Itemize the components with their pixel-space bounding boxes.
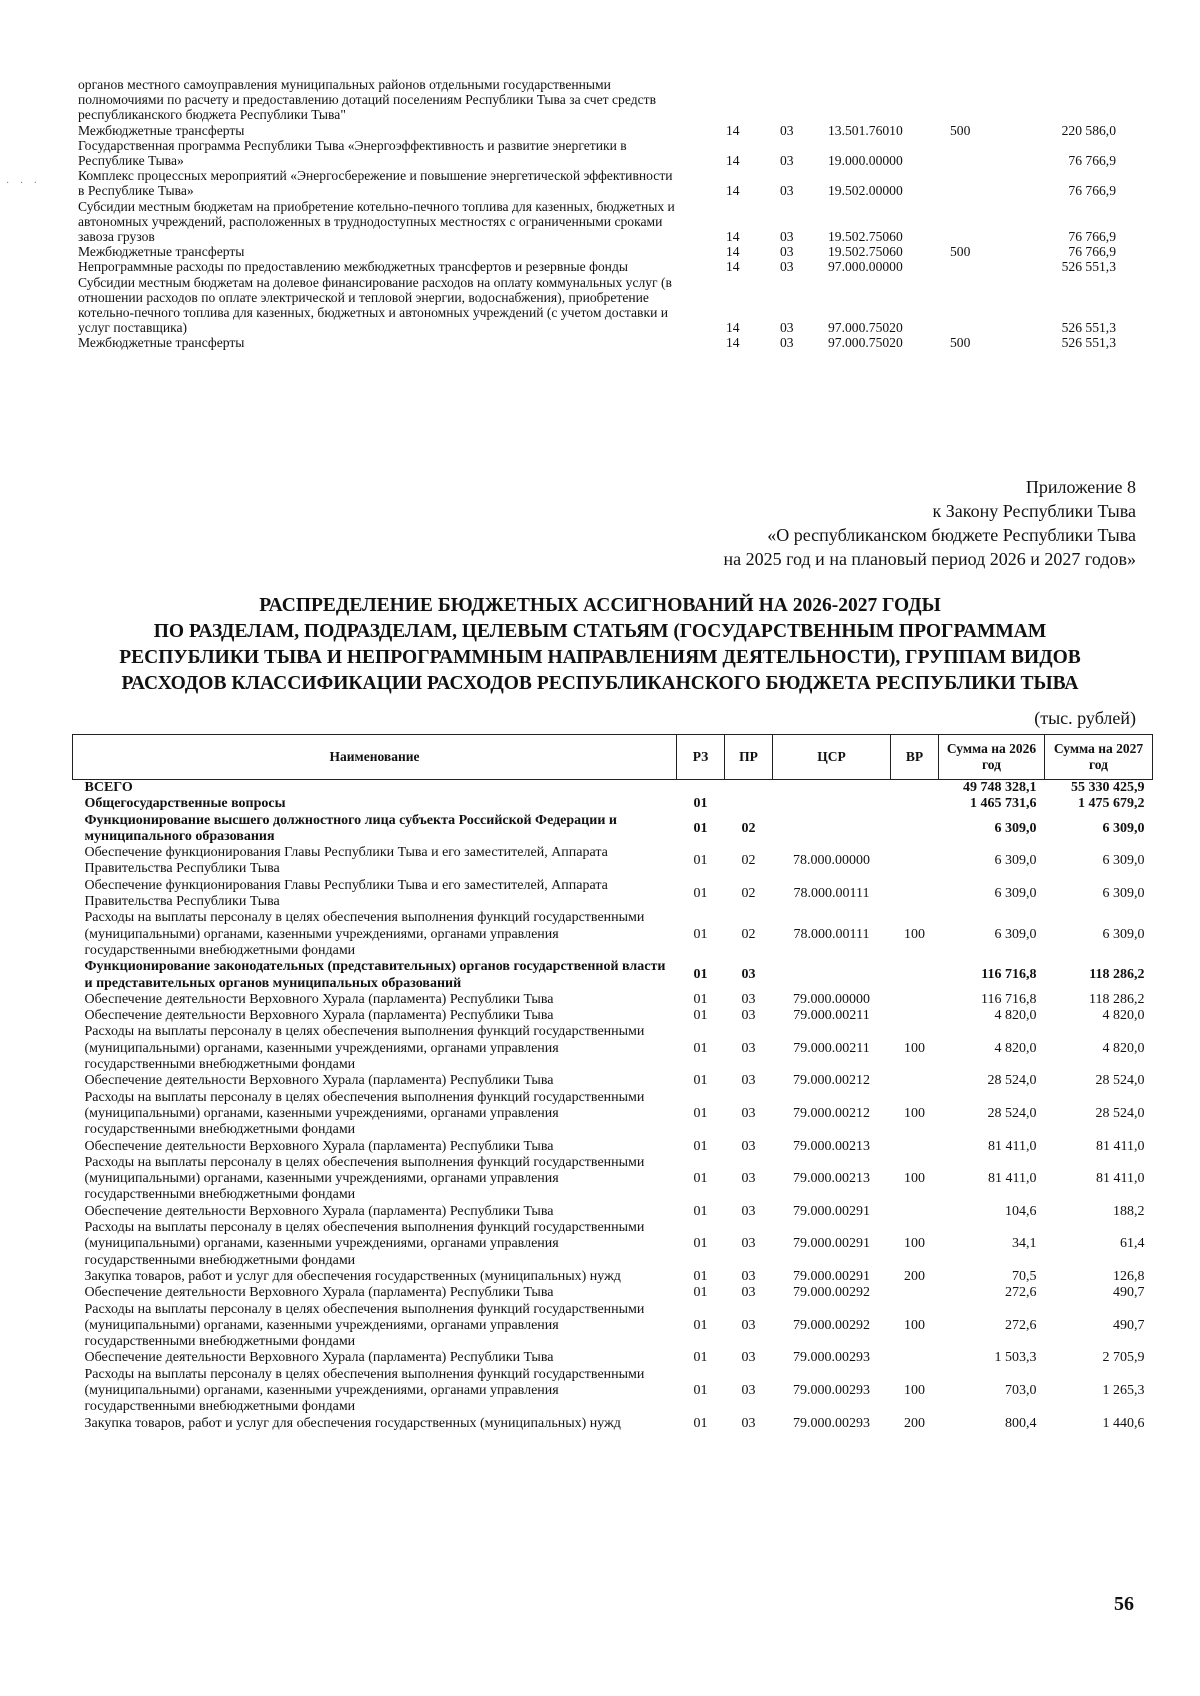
row-name: Обеспечение деятельности Верховного Хурала (парламента) Республики Тыва	[84, 1073, 554, 1089]
row-vr: 500	[950, 122, 971, 138]
row-name: ВСЕГО	[84, 780, 133, 795]
row-csr: 78.000.00111	[793, 926, 870, 942]
row-name: Обеспечение деятельности Верховного Хурала (парламента) Республики Тыва	[84, 1138, 554, 1154]
row-sum-2026: 81 411,0	[988, 1138, 1037, 1154]
row-sum-2027: 490,7	[1113, 1285, 1145, 1301]
row-sum-2027: 490,7	[1113, 1317, 1145, 1333]
row-sum-2026: 1 465 731,6	[970, 796, 1037, 812]
units-label: (тыс. рублей)	[1034, 708, 1136, 728]
appendix-note	[576, 475, 1136, 571]
table-row	[73, 1350, 1153, 1366]
scan-artifact: · · ·	[6, 178, 41, 189]
row-rz: 01	[693, 991, 708, 1007]
row-sum-2027: 4 820,0	[1102, 1008, 1145, 1024]
row-pr: 03	[780, 320, 794, 336]
row-sum-2027: 118 286,2	[1089, 967, 1145, 983]
row-vr	[891, 845, 939, 878]
row-rz: 14	[726, 320, 740, 336]
continuation-row	[78, 199, 1118, 245]
row-vr	[948, 259, 1008, 274]
row-vr	[891, 1204, 939, 1220]
title-line-3: РЕСПУБЛИКИ ТЫВА И НЕПРОГРАММНЫМ НАПРАВЛЕНИЯМ ДЕЯТЕЛЬНОСТИ), ГРУППАМ ВИДОВ	[119, 647, 1081, 668]
row-rz: 01	[693, 1350, 708, 1366]
row-rz: 01	[693, 1317, 708, 1333]
row-rz: 14	[726, 183, 740, 199]
row-csr: 79.000.00291	[793, 1268, 870, 1284]
header-vr: ВР	[891, 735, 939, 780]
row-vr	[891, 1285, 939, 1301]
row-vr: 100	[904, 1105, 925, 1121]
row-csr: 79.000.00211	[793, 1040, 870, 1056]
row-pr: 03	[780, 153, 794, 169]
row-sum-2027: 81 411,0	[1096, 1138, 1145, 1154]
row-name: Закупка товаров, работ и услуг для обеспечения государственных (муниципальных) нужд	[84, 1268, 621, 1284]
row-sum-2026: 28 524,0	[987, 1073, 1037, 1089]
row-csr: 79.000.00293	[793, 1415, 870, 1431]
row-sum-2027: 1 265,3	[1102, 1382, 1145, 1398]
row-pr: 03	[741, 1350, 756, 1366]
row-sum-2027: 6 309,0	[1102, 885, 1145, 901]
table-row	[73, 878, 1153, 911]
row-csr: 78.000.00000	[793, 853, 870, 869]
row-sum-2027: 81 411,0	[1096, 1171, 1145, 1187]
row-pr: 02	[741, 853, 756, 869]
row-name: Обеспечение деятельности Верховного Хурала (парламента) Республики Тыва	[84, 1203, 554, 1219]
row-csr: 78.000.00111	[793, 885, 870, 901]
row-vr	[891, 1008, 939, 1024]
row-rz: 14	[726, 122, 740, 138]
row-pr: 03	[780, 259, 794, 275]
row-rz: 01	[693, 1415, 708, 1431]
row-sum-2027: 6 309,0	[1102, 853, 1145, 869]
continuation-row	[78, 138, 1118, 168]
row-vr	[891, 1139, 939, 1155]
title-line-4: РАСХОДОВ КЛАССИФИКАЦИИ РАСХОДОВ РЕСПУБЛИКАНСКОГО БЮДЖЕТА РЕСПУБЛИКИ ТЫВА	[121, 673, 1079, 694]
row-sum: 76 766,9	[1068, 183, 1116, 199]
row-name: Непрограммные расходы по предоставлению межбюджетных трансфертов и резервные фонды	[78, 259, 629, 275]
table-row	[73, 1090, 1153, 1139]
header-sum-2026: Сумма на 2026 год	[939, 735, 1045, 780]
row-csr: 97.000.75020	[828, 335, 903, 351]
row-sum-2027: 4 820,0	[1102, 1040, 1145, 1056]
row-vr: 200	[904, 1415, 925, 1431]
row-rz: 01	[693, 1138, 708, 1154]
row-vr: 200	[904, 1268, 925, 1284]
row-sum: 76 766,9	[1068, 153, 1116, 169]
row-name: Обеспечение деятельности Верховного Хурала (парламента) Республики Тыва	[84, 1350, 554, 1366]
row-name: Расходы на выплаты персоналу в целях обеспечения выполнения функций государственными (муниципальными) органами, казенными учреждениями, органами управления государственными внебюджетными фондами	[84, 1301, 645, 1350]
row-rz: 14	[726, 335, 740, 351]
row-rz: 01	[693, 1236, 708, 1252]
row-csr: 97.000.00000	[828, 259, 903, 275]
table-row	[73, 1269, 1153, 1285]
row-vr	[948, 168, 1008, 198]
row-csr: 13.501.76010	[828, 122, 903, 138]
title-line-1: РАСПРЕДЕЛЕНИЕ БЮДЖЕТНЫХ АССИГНОВАНИЙ НА 2026-2027 ГОДЫ	[259, 595, 941, 616]
row-pr: 03	[741, 1203, 756, 1219]
row-vr	[891, 780, 939, 797]
row-csr: 79.000.00213	[793, 1138, 870, 1154]
budget-table-header	[73, 735, 1153, 780]
row-pr: 03	[741, 967, 756, 983]
row-pr: 03	[741, 1008, 756, 1024]
row-rz: 01	[693, 1008, 708, 1024]
header-name: Наименование	[73, 735, 677, 780]
row-sum-2027: 188,2	[1113, 1203, 1145, 1219]
row-pr: 03	[780, 229, 794, 245]
row-sum-2027: 1 440,6	[1102, 1415, 1145, 1431]
row-rz	[677, 780, 725, 797]
continuation-table-body	[78, 77, 1118, 351]
row-sum: 526 551,3	[1061, 259, 1116, 275]
row-name: Межбюджетные трансферты	[78, 335, 245, 351]
row-csr: 79.000.00292	[793, 1317, 870, 1333]
table-row	[73, 845, 1153, 878]
continuation-row	[78, 123, 1118, 138]
row-sum-2027: 6 309,0	[1102, 820, 1145, 836]
row-pr: 03	[741, 1171, 756, 1187]
row-vr: 500	[950, 335, 971, 351]
row-sum-2027: 28 524,0	[1095, 1073, 1145, 1089]
row-name: Закупка товаров, работ и услуг для обеспечения государственных (муниципальных) нужд	[84, 1415, 621, 1431]
row-sum: 76 766,9	[1068, 229, 1116, 245]
table-row	[73, 1204, 1153, 1220]
row-csr: 79.000.00291	[793, 1203, 870, 1219]
row-pr: 03	[741, 1138, 756, 1154]
row-pr: 03	[741, 1317, 756, 1333]
row-name: Обеспечение деятельности Верховного Хурала (парламента) Республики Тыва	[84, 1008, 554, 1024]
row-sum-2026: 272,6	[1005, 1285, 1037, 1301]
row-sum-2027: 126,8	[1113, 1268, 1145, 1284]
row-pr: 03	[741, 1236, 756, 1252]
table-row	[73, 910, 1153, 959]
row-name: Обеспечение деятельности Верховного Хурала (парламента) Республики Тыва	[84, 1285, 554, 1301]
row-name: Расходы на выплаты персоналу в целях обеспечения выполнения функций государственными (муниципальными) органами, казенными учреждениями, органами управления государственными внебюджетными фондами	[84, 1089, 645, 1138]
table-row	[73, 1073, 1153, 1089]
row-pr: 03	[741, 1105, 756, 1121]
row-csr: 79.000.00293	[793, 1350, 870, 1366]
row-sum: 526 551,3	[1061, 335, 1116, 351]
continuation-row	[78, 335, 1118, 350]
row-sum-2026: 4 820,0	[994, 1040, 1037, 1056]
row-sum-2026: 81 411,0	[988, 1171, 1037, 1187]
row-vr	[948, 138, 1008, 168]
row-csr: 19.502.75060	[828, 244, 903, 260]
row-pr: 02	[741, 926, 756, 942]
table-row	[73, 1024, 1153, 1073]
row-csr: 79.000.00213	[793, 1171, 870, 1187]
row-sum-2027: 6 309,0	[1102, 926, 1145, 942]
row-rz: 01	[693, 853, 708, 869]
table-row	[73, 1155, 1153, 1204]
row-csr: 79.000.00211	[793, 1008, 870, 1024]
row-sum-2026: 1 503,3	[994, 1350, 1037, 1366]
row-name: Функционирование высшего должностного лица субъекта Российской Федерации и муниципального образования	[84, 812, 617, 844]
row-name: Расходы на выплаты персоналу в целях обеспечения выполнения функций государственными (муниципальными) органами, казенными учреждениями, органами управления государственными внебюджетными фондами	[84, 1024, 645, 1073]
row-vr: 500	[950, 244, 971, 260]
row-csr	[773, 796, 891, 812]
table-row	[73, 1008, 1153, 1024]
row-sum-2026: 6 309,0	[994, 820, 1037, 836]
appendix-line-1: Приложение 8	[1025, 477, 1136, 497]
row-rz: 01	[693, 1105, 708, 1121]
appendix-line-4: на 2025 год и на плановый период 2026 и 2027 годов»	[723, 549, 1136, 569]
header-pr: ПР	[725, 735, 773, 780]
row-pr: 02	[741, 820, 756, 836]
row-pr: 03	[741, 1382, 756, 1398]
row-sum-2026: 104,6	[1005, 1203, 1037, 1219]
row-vr	[891, 1073, 939, 1089]
row-sum-2027: 1 475 679,2	[1078, 796, 1145, 812]
row-sum-2026: 6 309,0	[994, 885, 1037, 901]
table-row	[73, 813, 1153, 846]
row-rz: 01	[693, 926, 708, 942]
header-row	[73, 735, 1153, 780]
row-name: Обеспечение функционирования Главы Республики Тыва и его заместителей, Аппарата Правительства Республики Тыва	[84, 845, 608, 877]
row-rz	[718, 77, 770, 123]
row-name: Функционирование законодательных (представительных) органов государственной власти и представительных органов муниципальных образований	[84, 959, 666, 991]
row-rz: 01	[693, 1040, 708, 1056]
header-csr: ЦСР	[773, 735, 891, 780]
row-sum: 76 766,9	[1068, 244, 1116, 260]
row-vr	[891, 1350, 939, 1366]
continuation-row	[78, 77, 1118, 123]
table-row	[73, 1139, 1153, 1155]
row-pr: 03	[741, 991, 756, 1007]
row-name: Межбюджетные трансферты	[78, 244, 245, 260]
row-csr: 79.000.00291	[793, 1236, 870, 1252]
row-sum-2026: 34,1	[1012, 1236, 1037, 1252]
header-sum-2027: Сумма на 2027 год	[1045, 735, 1153, 780]
row-vr	[891, 878, 939, 911]
continuation-row	[78, 259, 1118, 274]
row-name: Расходы на выплаты персоналу в целях обеспечения выполнения функций государственными (муниципальными) органами, казенными учреждениями, органами управления государственными внебюджетными фондами	[84, 1154, 645, 1203]
row-pr	[770, 77, 822, 123]
row-vr: 100	[904, 1171, 925, 1187]
row-csr	[773, 780, 891, 797]
row-sum-2026: 49 748 328,1	[963, 780, 1037, 795]
row-vr: 100	[904, 1040, 925, 1056]
continuation-table	[78, 77, 1118, 351]
row-pr: 03	[741, 1415, 756, 1431]
row-pr: 03	[741, 1285, 756, 1301]
table-row	[73, 1302, 1153, 1351]
row-rz: 01	[693, 820, 708, 836]
row-name: Обеспечение деятельности Верховного Хурала (парламента) Республики Тыва	[84, 991, 554, 1007]
row-rz: 01	[693, 1285, 708, 1301]
row-name: Расходы на выплаты персоналу в целях обеспечения выполнения функций государственными (муниципальными) органами, казенными учреждениями, органами управления государственными внебюджетными фондами	[84, 910, 645, 958]
row-vr: 100	[904, 1382, 925, 1398]
row-csr: 97.000.75020	[828, 320, 903, 336]
row-rz: 14	[726, 229, 740, 245]
row-rz: 14	[726, 244, 740, 260]
row-sum: 526 551,3	[1061, 320, 1116, 336]
row-csr: 79.000.00293	[793, 1382, 870, 1398]
row-rz: 01	[693, 1073, 708, 1089]
continuation-row	[78, 244, 1118, 259]
row-csr: 79.000.00212	[793, 1073, 870, 1089]
table-row	[73, 959, 1153, 992]
row-pr: 03	[741, 1040, 756, 1056]
table-row	[73, 796, 1153, 812]
row-sum-2027: 55 330 425,9	[1071, 780, 1145, 795]
row-sum-2027: 118 286,2	[1089, 991, 1145, 1007]
continuation-row	[78, 168, 1118, 198]
row-name: Межбюджетные трансферты	[78, 122, 245, 138]
row-rz: 01	[693, 1203, 708, 1219]
row-name: Обеспечение функционирования Главы Республики Тыва и его заместителей, Аппарата Правительства Республики Тыва	[84, 877, 608, 910]
table-row	[73, 1367, 1153, 1416]
row-rz: 01	[693, 885, 708, 901]
row-pr: 03	[780, 183, 794, 199]
row-vr: 100	[904, 926, 925, 942]
row-vr	[948, 199, 1008, 245]
row-name: Субсидии местным бюджетам на долевое финансирование расходов на оплату коммунальных услуг (в отношении расходов по оплате электрической и тепловой энергии, водоснабжения), приобретение котельно-печного топлива для казенных, бюджетных и автономных учреждений (с учетом доставки и услуг поставщика)	[78, 274, 672, 336]
table-row	[73, 1285, 1153, 1301]
row-sum-2026: 116 716,8	[981, 991, 1037, 1007]
row-name: Комплекс процессных мероприятий «Энергосбережение и повышение энергетической эффективности в Республике Тыва»	[78, 168, 673, 199]
row-sum-2026: 4 820,0	[994, 1008, 1037, 1024]
row-rz: 01	[693, 967, 708, 983]
row-vr: 100	[904, 1317, 925, 1333]
table-row	[73, 780, 1153, 797]
row-csr: 19.000.00000	[828, 153, 903, 169]
row-pr	[725, 780, 773, 797]
row-rz: 14	[726, 153, 740, 169]
row-name: органов местного самоуправления муниципальных районов отдельными государственными полномочиями по расчету и предоставлению дотаций поселениям Республики Тыва за счет средств республиканского бюджета Республики Тыва"	[78, 77, 656, 123]
row-sum-2027: 61,4	[1120, 1236, 1145, 1252]
row-rz: 01	[693, 1382, 708, 1398]
row-vr: 100	[904, 1236, 925, 1252]
row-pr: 03	[780, 244, 794, 260]
row-vr	[891, 959, 939, 992]
budget-table	[72, 734, 1153, 1432]
row-vr	[891, 813, 939, 846]
budget-table-body	[73, 780, 1153, 1432]
row-name: Общегосударственные вопросы	[84, 796, 286, 812]
row-csr	[773, 813, 891, 846]
row-csr: 79.000.00000	[793, 991, 870, 1007]
table-row	[73, 1416, 1153, 1432]
continuation-section	[78, 77, 1118, 351]
row-csr: 79.000.00212	[793, 1105, 870, 1121]
row-sum-2026: 800,4	[1005, 1415, 1037, 1431]
row-vr	[948, 275, 1008, 336]
row-sum-2027: 2 705,9	[1102, 1350, 1145, 1366]
appendix-line-3: «О республиканском бюджете Республики Тыва	[767, 525, 1136, 545]
table-row	[73, 992, 1153, 1008]
row-pr: 03	[741, 1268, 756, 1284]
row-sum-2026: 272,6	[1005, 1317, 1037, 1333]
row-vr	[891, 796, 939, 812]
row-sum-2026: 6 309,0	[994, 853, 1037, 869]
row-csr: 19.502.00000	[828, 183, 903, 199]
row-pr: 03	[780, 122, 794, 138]
row-csr	[822, 77, 948, 123]
title-line-2: ПО РАЗДЕЛАМ, ПОДРАЗДЕЛАМ, ЦЕЛЕВЫМ СТАТЬЯМ (ГОСУДАРСТВЕННЫМ ПРОГРАММАМ	[153, 621, 1047, 642]
row-rz: 14	[726, 259, 740, 275]
row-name: Расходы на выплаты персоналу в целях обеспечения выполнения функций государственными (муниципальными) органами, казенными учреждениями, органами управления государственными внебюджетными фондами	[84, 1366, 645, 1415]
row-sum-2027: 28 524,0	[1095, 1105, 1145, 1121]
continuation-row	[78, 275, 1118, 336]
row-rz: 01	[693, 796, 708, 812]
row-csr: 19.502.75060	[828, 229, 903, 245]
row-pr: 03	[780, 335, 794, 351]
row-pr: 03	[741, 1073, 756, 1089]
row-name: Расходы на выплаты персоналу в целях обеспечения выполнения функций государственными (муниципальными) органами, казенными учреждениями, органами управления государственными внебюджетными фондами	[84, 1220, 645, 1268]
row-sum-2026: 116 716,8	[981, 967, 1037, 983]
row-sum	[1008, 77, 1118, 123]
row-sum-2026: 703,0	[1005, 1382, 1037, 1398]
row-csr: 79.000.00292	[793, 1285, 870, 1301]
row-name: Государственная программа Республики Тыва «Энергоэффективность и развитие энергетики в Республике Тыва»	[78, 137, 627, 169]
page-number: 56	[1114, 1593, 1134, 1615]
row-sum-2026: 6 309,0	[994, 926, 1037, 942]
row-sum: 220 586,0	[1061, 122, 1116, 138]
table-row	[73, 1220, 1153, 1269]
row-pr: 02	[741, 885, 756, 901]
header-rz: РЗ	[677, 735, 725, 780]
row-csr	[773, 959, 891, 992]
row-vr	[948, 77, 1008, 123]
row-sum-2026: 28 524,0	[987, 1105, 1037, 1121]
document-title	[60, 593, 1140, 697]
appendix-line-2: к Закону Республики Тыва	[932, 501, 1136, 521]
row-rz: 01	[693, 1171, 708, 1187]
row-name: Субсидии местным бюджетам на приобретение котельно-печного топлива для казенных, бюджетных и автономных учреждений, расположенных в труднодоступных местностях с ограниченными сроками завоза грузов	[78, 198, 675, 245]
row-pr	[725, 796, 773, 812]
row-sum-2026: 70,5	[1012, 1268, 1037, 1284]
row-rz: 01	[693, 1268, 708, 1284]
row-vr	[891, 992, 939, 1008]
